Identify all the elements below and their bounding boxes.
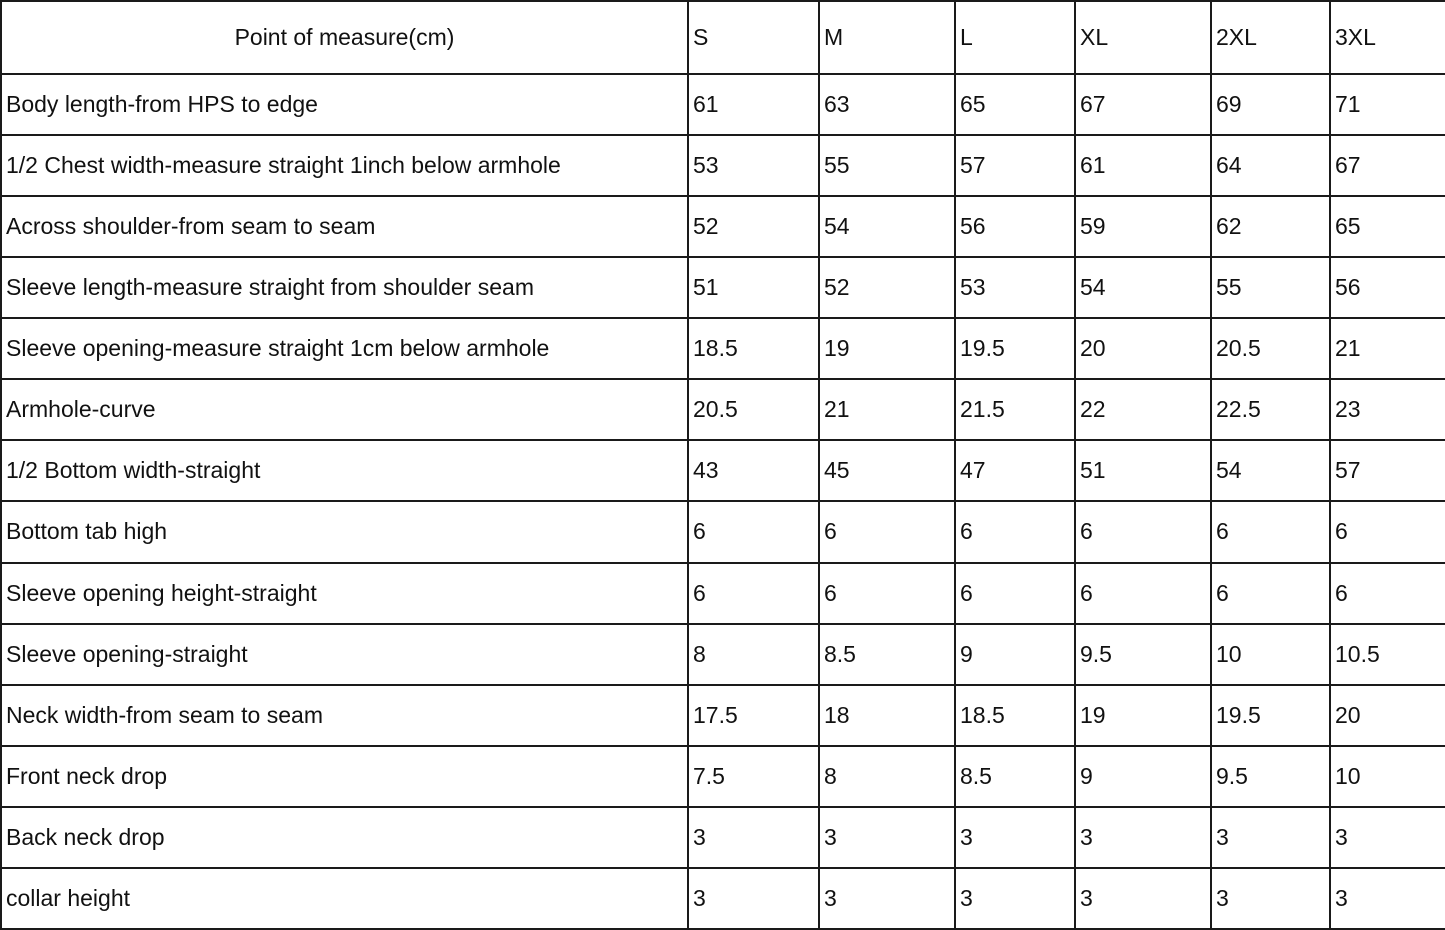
cell-value: 52 <box>688 196 819 257</box>
row-label: Across shoulder-from seam to seam <box>1 196 688 257</box>
row-label: 1/2 Bottom width-straight <box>1 440 688 501</box>
table-row <box>1 379 1445 440</box>
cell-value: 63 <box>819 74 955 135</box>
cell-value: 3 <box>1211 868 1330 929</box>
table-row <box>1 257 1445 318</box>
header-size-l: L <box>955 1 1075 74</box>
header-size-3xl: 3XL <box>1330 1 1445 74</box>
cell-value: 3 <box>688 868 819 929</box>
table-row <box>1 624 1445 685</box>
table-body <box>1 74 1445 929</box>
cell-value: 3 <box>1211 807 1330 868</box>
cell-value: 43 <box>688 440 819 501</box>
cell-value: 47 <box>955 440 1075 501</box>
row-label: Sleeve opening-straight <box>1 624 688 685</box>
cell-value: 62 <box>1211 196 1330 257</box>
cell-value: 61 <box>1075 135 1211 196</box>
row-label: Sleeve opening-measure straight 1cm below armhole <box>1 318 688 379</box>
row-label: Front neck drop <box>1 746 688 807</box>
cell-value: 3 <box>1075 868 1211 929</box>
cell-value: 7.5 <box>688 746 819 807</box>
row-label: collar height <box>1 868 688 929</box>
cell-value: 10 <box>1330 746 1445 807</box>
cell-value: 18.5 <box>688 318 819 379</box>
cell-value: 64 <box>1211 135 1330 196</box>
row-label: Bottom tab high <box>1 501 688 562</box>
table-row <box>1 746 1445 807</box>
cell-value: 69 <box>1211 74 1330 135</box>
row-label: 1/2 Chest width-measure straight 1inch below armhole <box>1 135 688 196</box>
cell-value: 19.5 <box>955 318 1075 379</box>
cell-value: 67 <box>1330 135 1445 196</box>
cell-value: 3 <box>819 807 955 868</box>
header-size-s: S <box>688 1 819 74</box>
cell-value: 20 <box>1330 685 1445 746</box>
header-row <box>1 1 1445 74</box>
table-row <box>1 501 1445 562</box>
cell-value: 19 <box>1075 685 1211 746</box>
table-row <box>1 563 1445 624</box>
row-label: Neck width-from seam to seam <box>1 685 688 746</box>
cell-value: 20.5 <box>688 379 819 440</box>
cell-value: 52 <box>819 257 955 318</box>
cell-value: 6 <box>688 563 819 624</box>
cell-value: 6 <box>688 501 819 562</box>
cell-value: 8.5 <box>819 624 955 685</box>
row-label: Armhole-curve <box>1 379 688 440</box>
cell-value: 6 <box>1211 501 1330 562</box>
cell-value: 6 <box>1075 563 1211 624</box>
table-row <box>1 807 1445 868</box>
cell-value: 22 <box>1075 379 1211 440</box>
cell-value: 51 <box>1075 440 1211 501</box>
header-size-2xl: 2XL <box>1211 1 1330 74</box>
cell-value: 19 <box>819 318 955 379</box>
cell-value: 71 <box>1330 74 1445 135</box>
cell-value: 51 <box>688 257 819 318</box>
cell-value: 54 <box>1075 257 1211 318</box>
cell-value: 54 <box>1211 440 1330 501</box>
cell-value: 9.5 <box>1211 746 1330 807</box>
cell-value: 57 <box>955 135 1075 196</box>
cell-value: 9.5 <box>1075 624 1211 685</box>
cell-value: 6 <box>819 563 955 624</box>
cell-value: 20.5 <box>1211 318 1330 379</box>
cell-value: 18.5 <box>955 685 1075 746</box>
cell-value: 3 <box>955 807 1075 868</box>
cell-value: 56 <box>955 196 1075 257</box>
cell-value: 53 <box>688 135 819 196</box>
table-row <box>1 685 1445 746</box>
cell-value: 6 <box>1211 563 1330 624</box>
table-row <box>1 868 1445 929</box>
cell-value: 10.5 <box>1330 624 1445 685</box>
cell-value: 17.5 <box>688 685 819 746</box>
cell-value: 67 <box>1075 74 1211 135</box>
cell-value: 23 <box>1330 379 1445 440</box>
cell-value: 3 <box>1330 807 1445 868</box>
cell-value: 56 <box>1330 257 1445 318</box>
row-label: Sleeve length-measure straight from shoulder seam <box>1 257 688 318</box>
row-label: Body length-from HPS to edge <box>1 74 688 135</box>
cell-value: 55 <box>1211 257 1330 318</box>
cell-value: 21.5 <box>955 379 1075 440</box>
table-row <box>1 196 1445 257</box>
cell-value: 45 <box>819 440 955 501</box>
cell-value: 20 <box>1075 318 1211 379</box>
cell-value: 22.5 <box>1211 379 1330 440</box>
cell-value: 3 <box>688 807 819 868</box>
cell-value: 6 <box>955 563 1075 624</box>
cell-value: 8.5 <box>955 746 1075 807</box>
cell-value: 19.5 <box>1211 685 1330 746</box>
cell-value: 10 <box>1211 624 1330 685</box>
cell-value: 9 <box>1075 746 1211 807</box>
header-size-m: M <box>819 1 955 74</box>
table-row <box>1 318 1445 379</box>
cell-value: 65 <box>1330 196 1445 257</box>
cell-value: 65 <box>955 74 1075 135</box>
header-size-xl: XL <box>1075 1 1211 74</box>
cell-value: 3 <box>1330 868 1445 929</box>
cell-value: 54 <box>819 196 955 257</box>
cell-value: 6 <box>1075 501 1211 562</box>
cell-value: 9 <box>955 624 1075 685</box>
cell-value: 55 <box>819 135 955 196</box>
cell-value: 3 <box>1075 807 1211 868</box>
cell-value: 3 <box>955 868 1075 929</box>
cell-value: 6 <box>1330 501 1445 562</box>
table-row <box>1 440 1445 501</box>
cell-value: 3 <box>819 868 955 929</box>
row-label: Back neck drop <box>1 807 688 868</box>
cell-value: 21 <box>819 379 955 440</box>
table-row <box>1 135 1445 196</box>
cell-value: 8 <box>688 624 819 685</box>
cell-value: 57 <box>1330 440 1445 501</box>
cell-value: 61 <box>688 74 819 135</box>
table-row <box>1 74 1445 135</box>
header-point-of-measure: Point of measure(cm) <box>1 1 688 74</box>
cell-value: 6 <box>1330 563 1445 624</box>
cell-value: 8 <box>819 746 955 807</box>
row-label: Sleeve opening height-straight <box>1 563 688 624</box>
cell-value: 18 <box>819 685 955 746</box>
cell-value: 59 <box>1075 196 1211 257</box>
cell-value: 53 <box>955 257 1075 318</box>
cell-value: 6 <box>819 501 955 562</box>
cell-value: 6 <box>955 501 1075 562</box>
cell-value: 21 <box>1330 318 1445 379</box>
